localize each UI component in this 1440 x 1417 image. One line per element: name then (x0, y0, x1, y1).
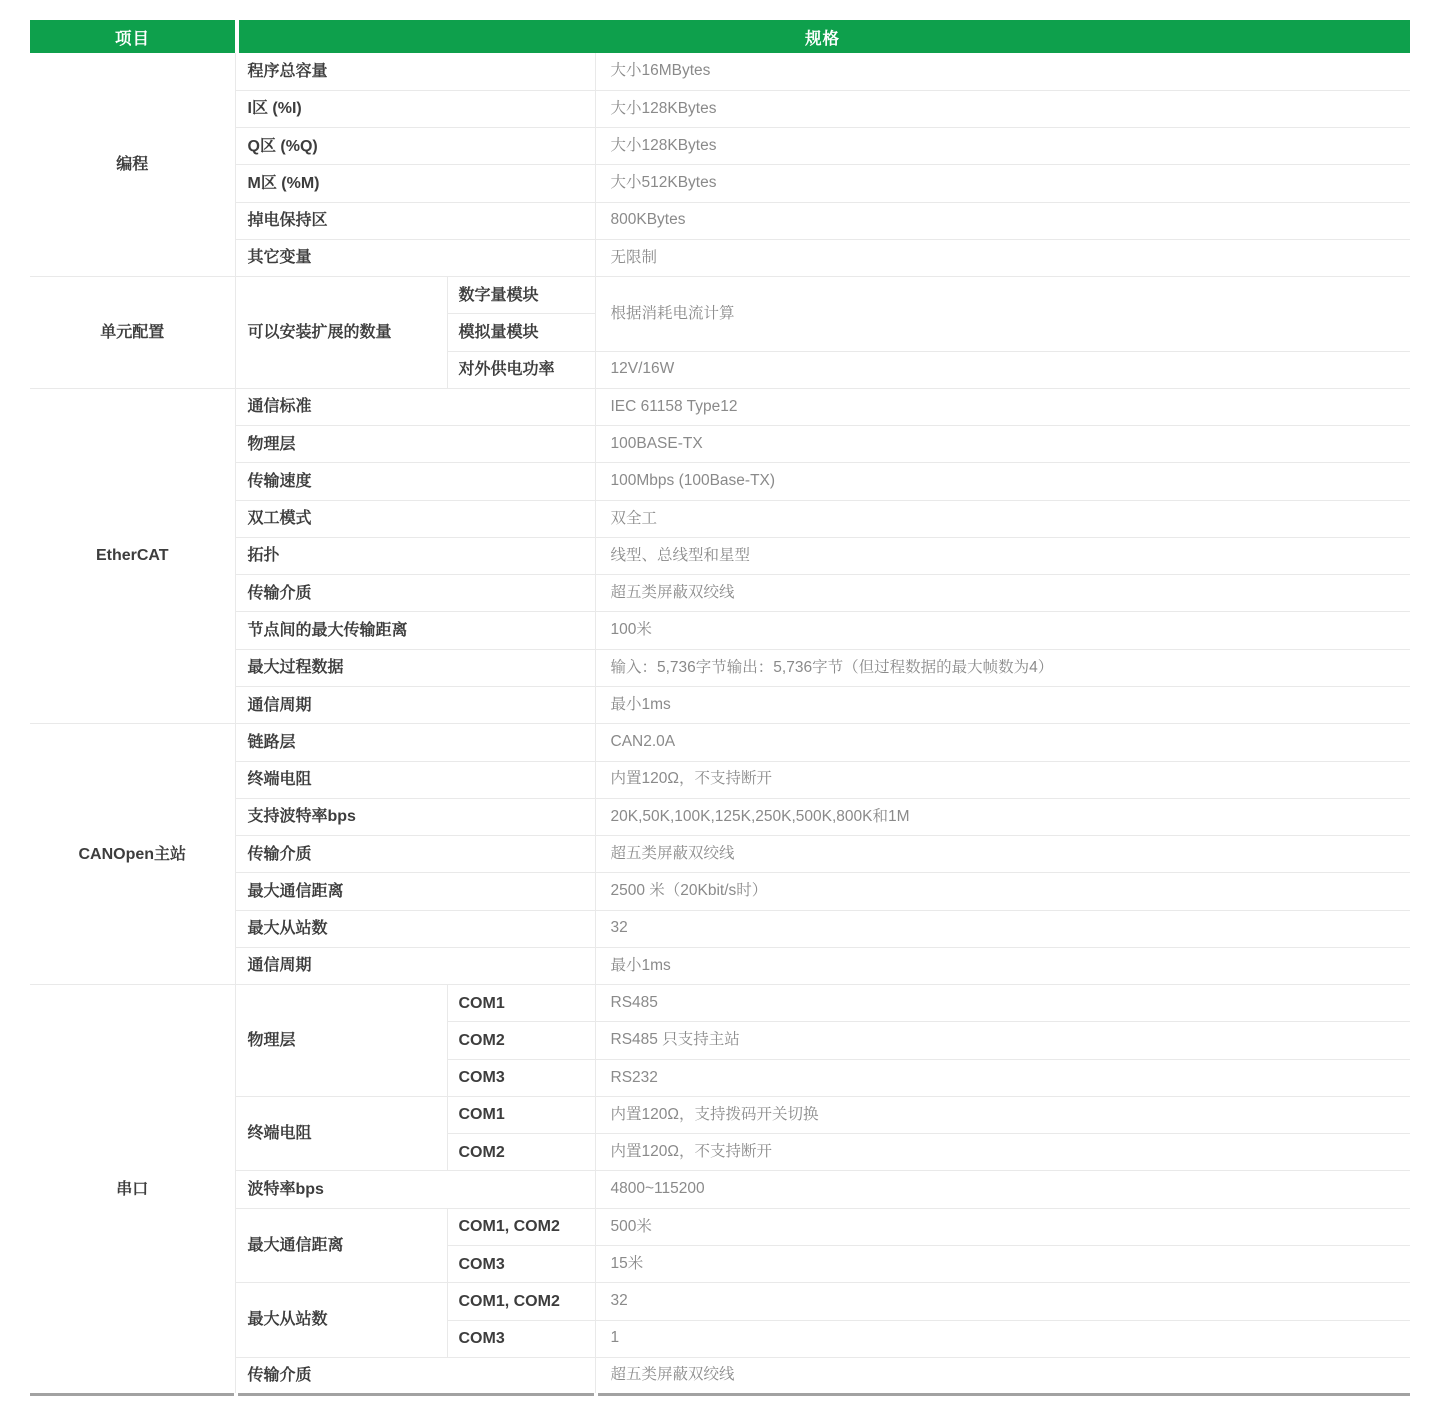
spec-value-cell: CAN2.0A (595, 724, 1410, 761)
table-row (30, 128, 1410, 165)
spec-value-cell: 根据消耗电流计算 (595, 277, 1410, 352)
spec-value-cell: 超五类屏蔽双绞线 (595, 1357, 1410, 1394)
spec-subkey-cell: COM1 (447, 1096, 595, 1133)
spec-value-cell: 2500 米（20Kbit/s时） (595, 873, 1410, 910)
table-row (30, 985, 1410, 1022)
spec-label-cell: M区 (%M) (235, 165, 595, 202)
spec-label-cell: Q区 (%Q) (235, 128, 595, 165)
group-cell-serial-port: 串口 (30, 985, 235, 1395)
table-row (30, 202, 1410, 239)
table-row (30, 1171, 1410, 1208)
spec-subkey-cell: COM2 (447, 1022, 595, 1059)
spec-label-cell: 物理层 (235, 426, 595, 463)
table-row (30, 612, 1410, 649)
spec-value-cell: IEC 61158 Type12 (595, 388, 1410, 425)
spec-label-cell: 掉电保持区 (235, 202, 595, 239)
table-row (30, 239, 1410, 276)
spec-label-cell: 最大通信距离 (235, 1208, 447, 1283)
column-header-spec: 规格 (235, 20, 1410, 53)
spec-label-cell: 终端电阻 (235, 1096, 447, 1171)
table-row (30, 724, 1410, 761)
spec-subkey-cell: COM3 (447, 1246, 595, 1283)
table-row (30, 537, 1410, 574)
spec-value-cell: 双全工 (595, 500, 1410, 537)
spec-value-cell: RS485 (595, 985, 1410, 1022)
group-cell-ethercat: EtherCAT (30, 388, 235, 723)
spec-value-cell: 大小16MBytes (595, 53, 1410, 90)
spec-value-cell: 100Mbps (100Base-TX) (595, 463, 1410, 500)
table-row (30, 798, 1410, 835)
table-row (30, 277, 1410, 314)
spec-label-cell: 最大过程数据 (235, 649, 595, 686)
spec-subkey-cell: COM1, COM2 (447, 1283, 595, 1320)
spec-label-cell: 拓扑 (235, 537, 595, 574)
spec-label-cell: 通信周期 (235, 947, 595, 984)
spec-label-cell: 通信周期 (235, 687, 595, 724)
spec-value-cell: 12V/16W (595, 351, 1410, 388)
spec-value-cell: 800KBytes (595, 202, 1410, 239)
spec-label-cell: 链路层 (235, 724, 595, 761)
spec-subkey-cell: COM2 (447, 1134, 595, 1171)
spec-subkey-cell: 模拟量模块 (447, 314, 595, 351)
spec-label-cell: 程序总容量 (235, 53, 595, 90)
spec-subkey-cell: COM3 (447, 1059, 595, 1096)
table-row (30, 500, 1410, 537)
table-row (30, 1096, 1410, 1133)
spec-value-cell: 大小128KBytes (595, 90, 1410, 127)
spec-label-cell: 最大从站数 (235, 910, 595, 947)
spec-subkey-cell: COM3 (447, 1320, 595, 1357)
spec-label-cell: 传输介质 (235, 575, 595, 612)
spec-value-cell: 内置120Ω，不支持断开 (595, 1134, 1410, 1171)
spec-label-cell: I区 (%I) (235, 90, 595, 127)
spec-value-cell: 100米 (595, 612, 1410, 649)
spec-value-cell: RS232 (595, 1059, 1410, 1096)
spec-label-cell: 终端电阻 (235, 761, 595, 798)
table-row (30, 687, 1410, 724)
table-row (30, 873, 1410, 910)
spec-subkey-cell: 对外供电功率 (447, 351, 595, 388)
spec-value-cell: 最小1ms (595, 687, 1410, 724)
table-row (30, 575, 1410, 612)
spec-label-cell: 可以安装扩展的数量 (235, 277, 447, 389)
spec-value-cell: 大小512KBytes (595, 165, 1410, 202)
spec-value-cell: 4800~115200 (595, 1171, 1410, 1208)
group-cell-programming: 编程 (30, 53, 235, 277)
spec-label-cell: 最大通信距离 (235, 873, 595, 910)
spec-label-cell: 传输介质 (235, 836, 595, 873)
spec-value-cell: 内置120Ω，不支持断开 (595, 761, 1410, 798)
spec-label-cell: 双工模式 (235, 500, 595, 537)
group-cell-canopen-master: CANOpen主站 (30, 724, 235, 985)
spec-value-cell: 32 (595, 910, 1410, 947)
spec-label-cell: 传输速度 (235, 463, 595, 500)
spec-label-cell: 支持波特率bps (235, 798, 595, 835)
spec-label-cell: 波特率bps (235, 1171, 595, 1208)
spec-value-cell: 1 (595, 1320, 1410, 1357)
bottom-bar-gap (594, 1393, 598, 1396)
spec-label-cell: 通信标准 (235, 388, 595, 425)
spec-value-cell: 超五类屏蔽双绞线 (595, 836, 1410, 873)
table-row (30, 53, 1410, 90)
table-row (30, 1283, 1410, 1320)
spec-value-cell: 线型、总线型和星型 (595, 537, 1410, 574)
spec-label-cell: 传输介质 (235, 1357, 595, 1394)
spec-value-cell: 内置120Ω，支持拨码开关切换 (595, 1096, 1410, 1133)
table-row (30, 426, 1410, 463)
table-row (30, 388, 1410, 425)
spec-subkey-cell: 数字量模块 (447, 277, 595, 314)
spec-subkey-cell: COM1, COM2 (447, 1208, 595, 1245)
spec-subkey-cell: COM1 (447, 985, 595, 1022)
spec-value-cell: 15米 (595, 1246, 1410, 1283)
spec-value-cell: 输入：5,736字节输出：5,736字节（但过程数据的最大帧数为4） (595, 649, 1410, 686)
spec-value-cell: 20K,50K,100K,125K,250K,500K,800K和1M (595, 798, 1410, 835)
table-row (30, 1357, 1410, 1394)
table-row (30, 463, 1410, 500)
table-row (30, 910, 1410, 947)
header-column-gap (235, 20, 239, 53)
group-cell-unit-config: 单元配置 (30, 277, 235, 389)
spec-value-cell: RS485 只支持主站 (595, 1022, 1410, 1059)
table-row (30, 947, 1410, 984)
bottom-bar-gap (234, 1393, 238, 1396)
spec-value-cell: 32 (595, 1283, 1410, 1320)
spec-label-cell: 其它变量 (235, 239, 595, 276)
spec-value-cell: 最小1ms (595, 947, 1410, 984)
spec-table-wrap (30, 20, 1410, 1396)
spec-label-cell: 最大从站数 (235, 1283, 447, 1358)
spec-value-cell: 无限制 (595, 239, 1410, 276)
spec-label-cell: 节点间的最大传输距离 (235, 612, 595, 649)
table-row (30, 649, 1410, 686)
spec-value-cell: 100BASE-TX (595, 426, 1410, 463)
table-row (30, 90, 1410, 127)
table-row (30, 836, 1410, 873)
spec-table (30, 20, 1410, 1396)
table-row (30, 1208, 1410, 1245)
spec-value-cell: 500米 (595, 1208, 1410, 1245)
table-row (30, 165, 1410, 202)
spec-value-cell: 大小128KBytes (595, 128, 1410, 165)
table-row (30, 761, 1410, 798)
spec-value-cell: 超五类屏蔽双绞线 (595, 575, 1410, 612)
column-header-item: 项目 (30, 20, 235, 53)
spec-label-cell: 物理层 (235, 985, 447, 1097)
